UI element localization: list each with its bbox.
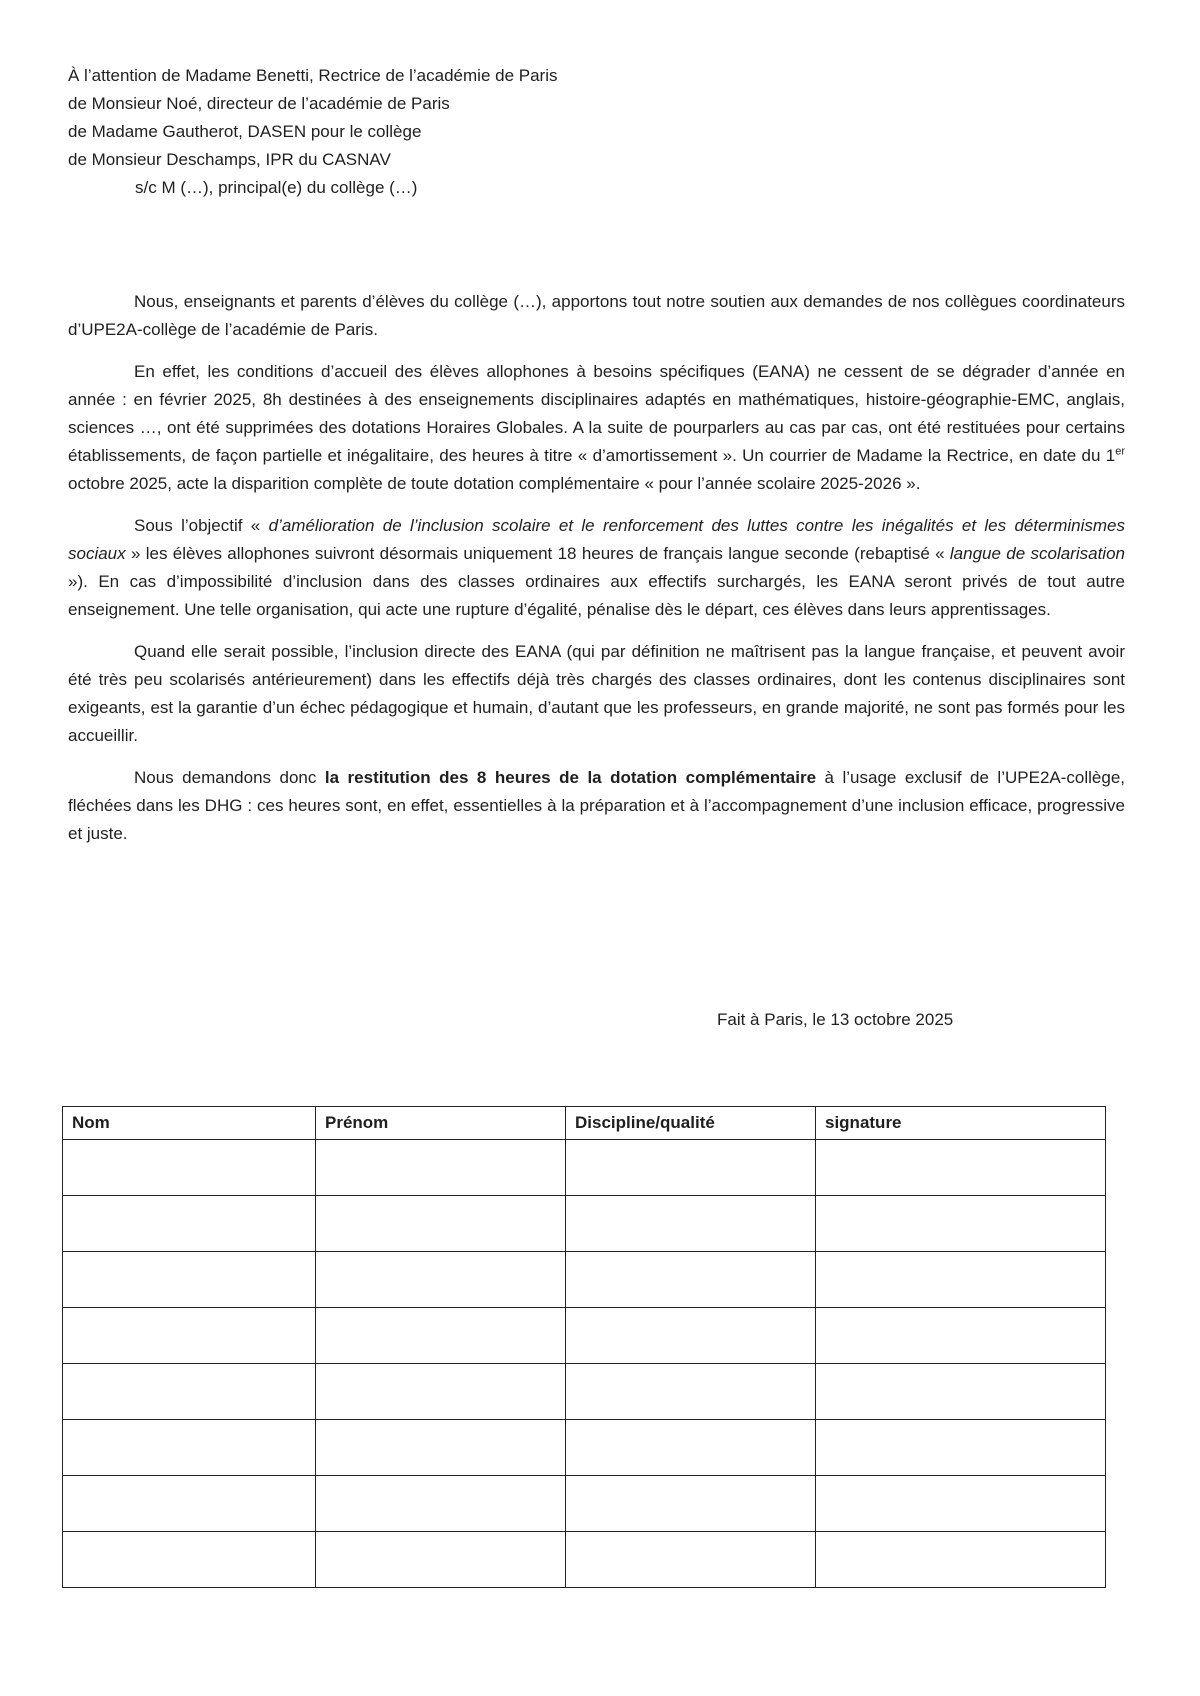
table-cell [316,1420,566,1476]
table-cell [566,1364,816,1420]
table-cell [816,1196,1106,1252]
table-cell [316,1532,566,1588]
table-cell [816,1532,1106,1588]
table-cell [316,1308,566,1364]
table-cell [566,1308,816,1364]
table-cell [816,1476,1106,1532]
table-cell [316,1364,566,1420]
table-cell [63,1476,316,1532]
table-cell [316,1252,566,1308]
table-row [63,1308,1106,1364]
table-cell [816,1364,1106,1420]
table-row [63,1476,1106,1532]
column-header: Discipline/qualité [566,1107,816,1140]
paragraph: Quand elle serait possible, l’inclusion directe des EANA (qui par définition ne maîtrisent pas la langue française, et peuvent avoir été très peu scolarisés antérieurement) dans les effectifs déjà très chargés des classes ordinaires, dont les contenus disciplinaires sont exigeants, est la garantie d’un échec pédagogique et humain, d’autant que les professeurs, en grande majorité, ne sont pas formés pour les accueillir. [68,642,1125,745]
paragraph: En effet, les conditions d’accueil des élèves allophones à besoins spécifiques (EANA) ne cessent de se dégrader d’année en année : en février 2025, 8h destinées à des enseignements disciplinaires adaptés en mathématiques, histoire-géographie-EMC, anglais, sciences …, ont été supprimées des dotations Horaires Globales. A la suite de pourparlers au cas par cas, ont été restituées pour certains établissements, de façon partielle et inégalitaire, des heures à titre « d’amortissement ». Un courrier de Madame la Rectrice, en date du 1er octobre 2025, acte la disparition complète de toute dotation complémentaire « pour l’année scolaire 2025-2026 ». [68,362,1125,493]
signature-table [62,1106,1106,1588]
table-cell [566,1476,816,1532]
table-cell [63,1532,316,1588]
paragraph: Sous l’objectif « d’amélioration de l’inclusion scolaire et le renforcement des luttes contre les inégalités et les déterminismes sociaux » les élèves allophones suivront désormais uniquement 18 heures de français langue seconde (rebaptisé « langue de scolarisation »). En cas d’impossibilité d’inclusion dans des classes ordinaires aux effectifs surchargés, les EANA seront privés de tout autre enseignement. Une telle organisation, qui acte une rupture d’égalité, pénalise dès le départ, ces élèves dans leurs apprentissages. [68,516,1125,619]
table-row [63,1196,1106,1252]
table-cell [63,1364,316,1420]
column-header: signature [816,1107,1106,1140]
table-header-row [63,1107,1106,1140]
table-row [63,1364,1106,1420]
table-cell [316,1476,566,1532]
table-row [63,1252,1106,1308]
table-row [63,1532,1106,1588]
table-cell [63,1420,316,1476]
recipient-line: de Monsieur Noé, directeur de l’académie de Paris [68,94,450,113]
table-cell [63,1196,316,1252]
table-cell [316,1140,566,1196]
letter-body [68,288,1125,848]
recipient-line: s/c M (…), principal(e) du collège (…) [135,178,418,197]
table-row [63,1140,1106,1196]
recipient-line: de Madame Gautherot, DASEN pour le collège [68,122,422,141]
paragraph: Nous demandons donc la restitution des 8 heures de la dotation complémentaire à l’usage exclusif de l’UPE2A-collège, fléchées dans les DHG : ces heures sont, en effet, essentielles à la préparation et à l’accompagnement d’une inclusion efficace, progressive et juste. [68,768,1125,843]
recipient-line: de Monsieur Deschamps, IPR du CASNAV [68,150,391,169]
table-cell [63,1252,316,1308]
table-cell [816,1420,1106,1476]
recipient-line: À l’attention de Madame Benetti, Rectrice de l’académie de Paris [68,66,558,85]
table-cell [63,1308,316,1364]
table-row [63,1420,1106,1476]
table-cell [816,1308,1106,1364]
table-cell [316,1196,566,1252]
table-cell [566,1420,816,1476]
column-header: Prénom [316,1107,566,1140]
column-header: Nom [63,1107,316,1140]
table-cell [566,1196,816,1252]
paragraph: Nous, enseignants et parents d’élèves du collège (…), apportons tout notre soutien aux demandes de nos collègues coordinateurs d’UPE2A-collège de l’académie de Paris. [68,292,1125,339]
table-cell [566,1532,816,1588]
table-cell [816,1140,1106,1196]
table-cell [816,1252,1106,1308]
table-cell [566,1140,816,1196]
table-cell [566,1252,816,1308]
date-line: Fait à Paris, le 13 octobre 2025 [717,1010,954,1029]
table-cell [63,1140,316,1196]
recipient-block [68,62,1125,202]
